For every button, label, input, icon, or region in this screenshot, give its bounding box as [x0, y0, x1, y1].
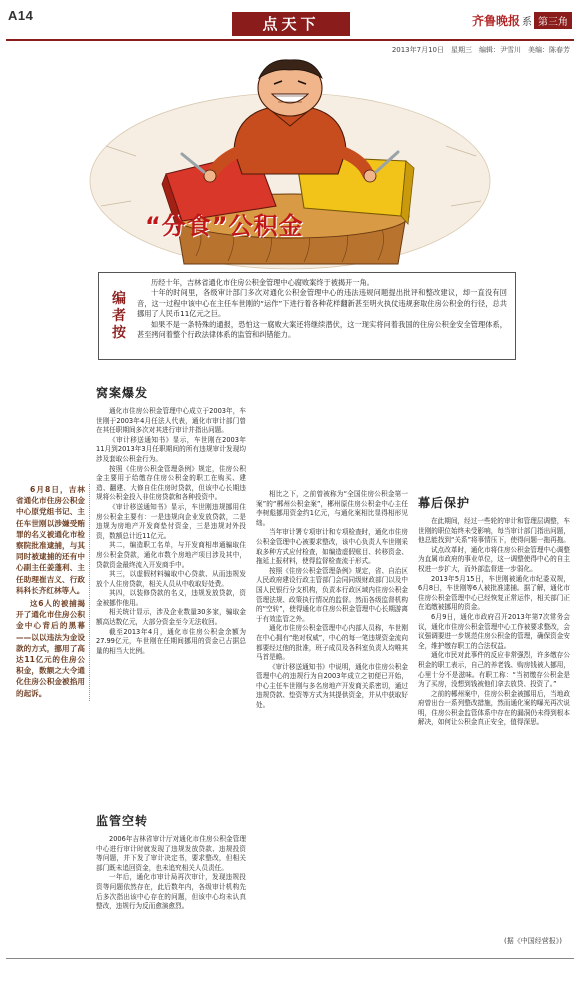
- article-paragraph: 在此期间，经过一些轮的审计和管理层调整，车世刚的职位始终未受影响，每当审计部门指出问题，他总能找到“关系”将事情压下，使得问题一拖再拖。: [418, 517, 570, 545]
- editor-note-paragraph: 历经十年，吉林省通化市住房公积金管理中心腐败案终于被揭开一角。: [151, 278, 374, 287]
- article-source: (据《中国经营报》): [504, 937, 562, 945]
- article-paragraph: 试点改革时，通化市将住房公积金管理中心调整为直属市政府的事业单位，这一调整使得中心的自主权进一步扩大，而外部监督进一步弱化。: [418, 545, 570, 573]
- article-paragraph: 相比之下，之前曾被称为“全国住房公积金第一案”的“郴州公积金案”，郴州原住房公积金中心主任李树彪挪用资金约1亿元，与通化案相比显得相形见绌。: [256, 490, 408, 527]
- article-paragraph: 其二，编造职工名单，与开发商相串通骗取住房公积金贷款，通化市数个房地产项目涉及其中，贷款资金最终流入开发商手中。: [96, 541, 246, 569]
- editor-note-paragraph: 如果不是一条特殊的通报，恐怕这一腐败大案还将继续潜伏，这一现实将问着我国的住房公积金安全管理体系，甚至拷问着整个行政法律体系的监管和纠错能力。: [137, 319, 507, 340]
- article-column-1: [96, 384, 246, 808]
- article-paragraph: 一年后，通化市审计局再次审计，发现违规投资等问题依然存在，此后数年内，各级审计机构先后多次指出该中心存在的问题，但该中心均未认真整改，违规行为反而愈演愈烈。: [96, 873, 246, 911]
- article-column-2: [256, 490, 408, 952]
- editor-note-paragraph: 十年的时间里，各级审计部门多次对通化公积金管理中心的违法违规问题提出批评和整改建议，却一直没有回音，这一过程中该中心在主任车世刚的“运作”下进行着各种花样翻新甚至明火执仗违规套取住房公积金的行径，总共挪用了人民币11亿元之巨。: [137, 288, 507, 319]
- brand-series: 第三角: [534, 12, 572, 29]
- editor-note-tag: 编者按: [112, 291, 126, 341]
- sidebar-paragraph: 6月8日，吉林省通化市住房公积金中心原党组书记、主任车世刚以涉嫌受贿罪的名义被通化市检察院批准逮捕，与其同时被逮捕的还有中心副主任姜蓬利、主任助理崔吉义、行政科科长齐红林等人。: [16, 485, 85, 595]
- brand-logo: 齐鲁晚报: [471, 13, 520, 28]
- article-paragraph: 通化市民对此事件的反应非常强烈，许多缴存公积金的职工表示，自己的养老钱、购房钱被人挪用，心里十分不是滋味。有职工称：“当初缴存公积金是为了买房，没想到钱被他们拿去放贷、投资了。”: [418, 651, 570, 689]
- article-paragraph: 截至2013年4月，通化市住房公积金余额为27.99亿元，车世刚在任期间挪用的资金已占据总量的相当大比例。: [96, 627, 246, 655]
- section-heading-outbreak: 窝案爆发: [96, 386, 149, 400]
- article-paragraph: 按照《住房公积金管理条例》规定，住房公积金主要用于给缴存住房公积金的职工在购买、建造、翻建、大修自住住房时贷款，但该中心长期违规将公积金投入非住房贷款和各种投资中。: [96, 464, 246, 502]
- article-paragraph: 《审计移送通知书》中说明，通化市住房公积金管理中心的违规行为自2003年成立之初便已开始，中心主任车世刚与多名房地产开发商关系密切，通过违规贷款、垫资等方式为其提供资金，并从中获取好处。: [256, 662, 408, 710]
- article-paragraph: 《审计移送通知书》显示，车世刚在2003年11月到2013年3月任职期间的所有违规审计发现均涉及套取公积金行为。: [96, 435, 246, 463]
- article-paragraph: 按照《住房公积金管理条例》规定，省、自治区人民政府建设行政主管部门会同同级财政部门以及中国人民银行分支机构，负责本行政区域内住房公积金管理法规、政策执行情况的监督。然而各级监督机构的“空转”，使得通化市住房公积金管理中心长期游离于有效监管之外。: [256, 566, 408, 623]
- article-paragraph: 其四，以装修贷款的名义，违规发放贷款，资金被挪作他用。: [96, 589, 246, 607]
- article-paragraph: 其三，以虚假材料骗取中心贷款、从而违规发放个人住房贷款，相关人员从中收取好处费。: [96, 570, 246, 588]
- article-paragraph: 通化市住房公积金管理中心内部人员称，车世刚在中心拥有“绝对权威”，中心的每一笔违规资金流向都要经过他的批准，班子成员及各科室负责人均唯其马首是瞻。: [256, 624, 408, 662]
- article-paragraph: 通化市住房公积金管理中心成立于2003年，车世刚于2003年4月任法人代表，通化市审计部门曾在其任职期间多次对其进行审计并指出问题。: [96, 407, 246, 435]
- date-editor-line: 2013年7月10日 星期三 编辑：尹雪川 美编：陈春芳: [391, 46, 570, 54]
- illustration-title: “分食”公积金: [145, 212, 304, 240]
- header-rule: [6, 39, 574, 41]
- article-paragraph: 相关统计显示，涉及企业数量30多家，骗取金额高达数亿元，大部分资金至今无法收回。: [96, 608, 246, 627]
- article-paragraph: 当年审计署专项审计和专项检查时，通化市住房公积金管理中心被要求整改，该中心负责人车世刚采取多种方式应付检查，如编造虚假账目、转移资金、拖延上报材料，使得监督检查流于形式。: [256, 528, 408, 566]
- article-paragraph: 2013年5月15日，车世刚被通化市纪委双规，6月8日，车世刚等6人被批准逮捕。据了解，通化市住房公积金管理中心已经恢复正常运作，相关部门正在追缴被挪用的资金。: [418, 574, 570, 612]
- newspaper-brand: [472, 10, 572, 30]
- article-paragraph: 6月9日，通化市政府召开2013年第7次常务会议，通化市住房公积金管理中心工作被要求整改，会议强调要进一步规范住房公积金的管理，确保资金安全，维护缴存职工的合法权益。: [418, 612, 570, 650]
- section-heading-supervision: 监管空转: [96, 814, 149, 828]
- lead-sidebar: [16, 484, 90, 701]
- article-paragraph: 之前的郴州案中，住房公积金被挪用后，当地政府曾出台一系列整改措施，然而通化案的曝光再次说明，住房公积金监管体系中存在的漏洞仍未得到根本解决，如何让公积金真正安全，值得深思。: [418, 689, 570, 727]
- article-paragraph: 2006年吉林省审计厅对通化市住房公积金管理中心进行审计时就发现了违规发放贷款、违规投资等问题，并下发了审计决定书，要求整改，但相关部门既未追回资金，也未追究相关人员责任。: [96, 835, 246, 872]
- section-heading-protection: 幕后保护: [418, 496, 471, 510]
- editor-note-box: [98, 272, 516, 360]
- article-column-3: [418, 494, 570, 934]
- sidebar-paragraph: 这6人的被捕揭开了通化市住房公积金中心背后的黑幕——以以违法为金设款的方式，挪用了高达11亿元的住房公积金，数额之大令通化住房公积金被掐用的起诉。: [16, 599, 85, 698]
- page-number: A14: [8, 8, 34, 23]
- article-paragraph: 《审计移送通知书》显示，车世刚违规挪用住房公积金主要有：一是违规向企业发放贷款，二是违规为房地产开发商垫付资金，三是违规对外投资，数额总计近11亿元。: [96, 502, 246, 540]
- footer-rule: [6, 958, 574, 959]
- section-title: 点天下: [232, 12, 350, 36]
- article-column-1b: [96, 812, 246, 952]
- brand-suffix: 系: [522, 16, 532, 28]
